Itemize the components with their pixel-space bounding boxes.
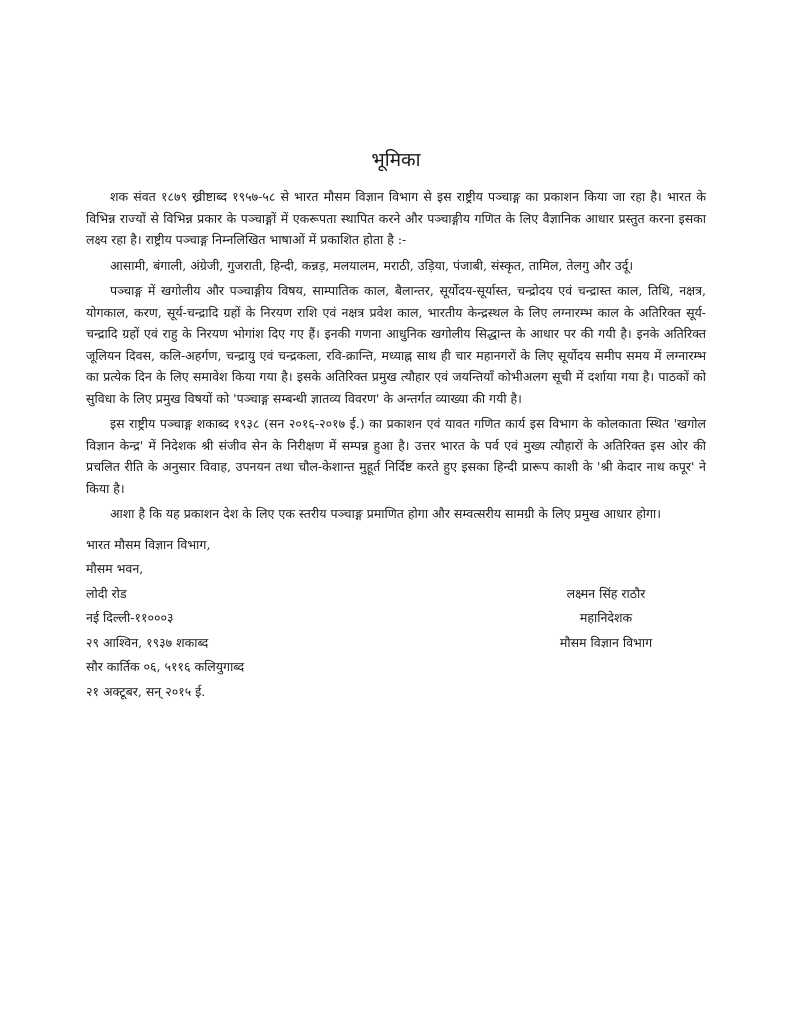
sender-line: २९ आश्विन, १९३७ शकाब्द [86,634,209,650]
sender-line: भारत मौसम विज्ञान विभाग, [86,536,211,552]
signatory-block [536,582,676,656]
sender-line: लोदी रोड [86,585,127,601]
sender-address [86,533,244,705]
sender-line: मौसम भवन, [86,561,144,576]
sender-line: सौर कार्तिक ०६, ५११६ कलियुगाब्द [86,659,245,674]
paragraph-languages: आसामी, बंगाली, अंग्रेजी, गुजराती, हिन्दी, कन्नड़, मलयालम, मराठी, उड़िया, पंजाबी, संस्कृत, तामिल, तेलगु और उर्दू। [110,257,634,273]
sender-line: नई दिल्ली-११०००३ [86,610,174,625]
signatory-designation: महानिदेशक [579,610,633,625]
closing-block [86,533,706,703]
paragraph-intro: शक संवत १८७९ ख्रीष्टाब्द १९५७-५८ से भारत मौसम विज्ञान विभाग से इस राष्ट्रीय पञ्चाङ्ग का प्रकाशन किया जा रहा है। भारत के विभिन्न राज्यों से विभिन्न प्रकार के पञ्चाङ्गों में एकरूपता स्थापित करने और पञ्चाङ्गीय गणित के लिए वैज्ञानिक आधार प्रस्तुत करना इसका लक्ष्य रहा है। राष्ट्रीय पञ्चाङ्ग निम्नलिखित भाषाओं में प्रकाशित होता है :- [86,189,706,247]
sender-line: २१ अक्टूबर, सन् २०१५ ई. [86,683,206,699]
paragraph-publication: इस राष्ट्रीय पञ्चाङ्ग शकाब्द १९३८ (सन २०१६-२०१७ ई.) का प्रकाशन एवं यावत गणित कार्य इस विभाग के कोलकाता स्थित 'खगोल विज्ञान केन्द्र' में निदेशक श्री संजीव सेन के निरीक्षण में सम्पन्न हुआ है। उत्तर भारत के पर्व एवं मुख्य त्यौहारों के अतिरिक्त इस ओर की प्रचलित रीति के अनुसार विवाह, उपनयन तथा चौल-केशान्त मुहूर्त निर्दिष्ट करते हुए इसका हिन्दी प्रारूप काशी के 'श्री केदार नाथ कपूर' ने किया है। [86,416,706,496]
signatory-name: लक्ष्मन सिंह राठौर [566,585,646,601]
page-title: भूमिका [371,149,421,171]
signatory-department: मौसम विज्ञान विभाग [559,634,653,650]
paragraph-hope: आशा है कि यह प्रकाशन देश के लिए एक स्तरीय पञ्चाङ्ग प्रमाणित होगा और सम्वत्सरीय सामग्री के लिए प्रमुख आधार होगा। [110,506,662,521]
paragraph-contents: पञ्चाङ्ग में खगोलीय और पञ्चाङ्गीय विषय, साम्पातिक काल, बैलान्तर, सूर्योदय-सूर्यास्त, चन्द्रोदय एवं चन्द्रास्त काल, तिथि, नक्षत्र, योगकाल, करण, सूर्य-चन्द्रादि ग्रहों के निरयण राशि एवं नक्षत्र प्रवेश काल, भारतीय केन्द्रस्थल के लिए लग्नारम्भ काल के अतिरिक्त सूर्य-चन्द्रादि ग्रहों एवं राहु के निरयण भोगांश दिए गए हैं। इनकी गणना आधुनिक खगोलीय सिद्धान्त के आधार पर की गयी है। इनके अतिरिक्त जूलियन दिवस, कलि-अहर्गण, चन्द्रायु एवं चन्द्रकला, रवि-क्रान्ति, मध्याह्न साथ ही चार महानगरों के लिए सूर्योदय समीप समय में लग्नारम्भ का प्रत्येक दिन के लिए समावेश किया गया है। इसके अतिरिक्त प्रमुख त्यौहार एवं जयन्तियाँ कोभीअलग सूची में दर्शाया गया है। पाठकों को सुविधा के लिए प्रमुख विषयों को 'पञ्चाङ्ग सम्बन्धी ज्ञातव्य विवरण' के अन्तर्गत व्याख्या की गयी है। [86,283,706,406]
document-page [86,146,706,703]
